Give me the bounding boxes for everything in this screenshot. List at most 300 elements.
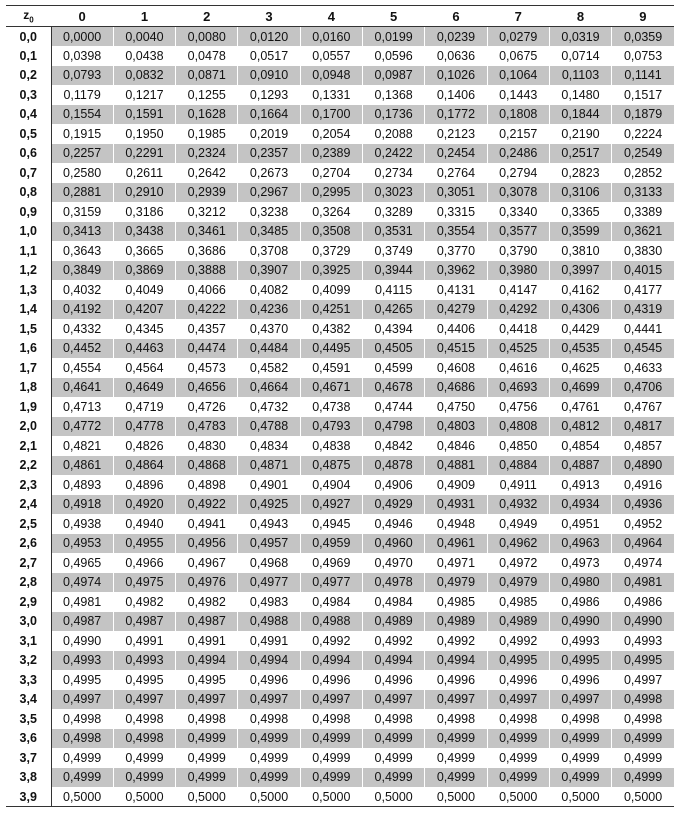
table-cell: 0,4726 bbox=[176, 397, 238, 417]
row-header: 2,2 bbox=[6, 456, 51, 476]
table-cell: 0,4916 bbox=[612, 475, 674, 495]
table-cell: 0,3944 bbox=[362, 261, 424, 281]
table-row bbox=[6, 690, 674, 710]
table-row bbox=[6, 612, 674, 632]
column-header: 8 bbox=[549, 6, 611, 27]
table-cell: 0,4382 bbox=[300, 319, 362, 339]
table-cell: 0,4821 bbox=[51, 436, 113, 456]
table-cell: 0,4994 bbox=[238, 651, 300, 671]
table-cell: 0,1879 bbox=[612, 105, 674, 125]
table-cell: 0,4988 bbox=[238, 612, 300, 632]
table-row bbox=[6, 436, 674, 456]
table-cell: 0,4997 bbox=[51, 690, 113, 710]
table-row bbox=[6, 475, 674, 495]
table-cell: 0,4987 bbox=[176, 612, 238, 632]
table-cell: 0,4966 bbox=[113, 553, 175, 573]
table-cell: 0,4817 bbox=[612, 417, 674, 437]
table-cell: 0,4994 bbox=[362, 651, 424, 671]
table-row bbox=[6, 105, 674, 125]
table-body bbox=[6, 27, 674, 807]
table-cell: 0,1985 bbox=[176, 124, 238, 144]
table-cell: 0,4192 bbox=[51, 300, 113, 320]
table-cell: 0,0517 bbox=[238, 46, 300, 66]
table-cell: 0,2088 bbox=[362, 124, 424, 144]
table-cell: 0,4985 bbox=[487, 592, 549, 612]
table-cell: 0,0871 bbox=[176, 66, 238, 86]
column-header: 1 bbox=[113, 6, 175, 27]
table-cell: 0,4803 bbox=[425, 417, 487, 437]
table-cell: 0,4418 bbox=[487, 319, 549, 339]
table-cell: 0,3264 bbox=[300, 202, 362, 222]
table-cell: 0,4982 bbox=[176, 592, 238, 612]
table-cell: 0,4999 bbox=[487, 748, 549, 768]
table-cell: 0,4986 bbox=[549, 592, 611, 612]
table-cell: 0,4854 bbox=[549, 436, 611, 456]
table-cell: 0,0080 bbox=[176, 27, 238, 47]
row-header: 0,7 bbox=[6, 163, 51, 183]
table-cell: 0,4671 bbox=[300, 378, 362, 398]
table-cell: 0,4884 bbox=[487, 456, 549, 476]
table-cell: 0,2611 bbox=[113, 163, 175, 183]
table-cell: 0,3830 bbox=[612, 241, 674, 261]
table-cell: 0,4996 bbox=[362, 670, 424, 690]
table-cell: 0,4641 bbox=[51, 378, 113, 398]
table-cell: 0,4998 bbox=[113, 709, 175, 729]
table-row bbox=[6, 748, 674, 768]
table-cell: 0,4995 bbox=[51, 670, 113, 690]
table-cell: 0,4932 bbox=[487, 495, 549, 515]
row-header: 0,4 bbox=[6, 105, 51, 125]
table-cell: 0,4429 bbox=[549, 319, 611, 339]
table-cell: 0,1628 bbox=[176, 105, 238, 125]
table-cell: 0,4999 bbox=[113, 768, 175, 788]
table-cell: 0,4265 bbox=[362, 300, 424, 320]
table-cell: 0,4969 bbox=[300, 553, 362, 573]
table-cell: 0,4992 bbox=[362, 631, 424, 651]
table-cell: 0,0675 bbox=[487, 46, 549, 66]
table-cell: 0,4953 bbox=[51, 534, 113, 554]
table-cell: 0,4713 bbox=[51, 397, 113, 417]
table-cell: 0,4049 bbox=[113, 280, 175, 300]
corner-base: z bbox=[23, 7, 30, 22]
table-cell: 0,2324 bbox=[176, 144, 238, 164]
table-cell: 0,4999 bbox=[549, 729, 611, 749]
table-cell: 0,4994 bbox=[300, 651, 362, 671]
table-cell: 0,2995 bbox=[300, 183, 362, 203]
table-row bbox=[6, 27, 674, 47]
table-cell: 0,2486 bbox=[487, 144, 549, 164]
table-cell: 0,4925 bbox=[238, 495, 300, 515]
table-row bbox=[6, 183, 674, 203]
table-cell: 0,4991 bbox=[176, 631, 238, 651]
table-cell: 0,4989 bbox=[487, 612, 549, 632]
table-cell: 0,4981 bbox=[51, 592, 113, 612]
table-cell: 0,2910 bbox=[113, 183, 175, 203]
table-cell: 0,4996 bbox=[300, 670, 362, 690]
table-cell: 0,3810 bbox=[549, 241, 611, 261]
table-cell: 0,4554 bbox=[51, 358, 113, 378]
table-cell: 0,4986 bbox=[612, 592, 674, 612]
table-cell: 0,4989 bbox=[362, 612, 424, 632]
table-row bbox=[6, 378, 674, 398]
table-cell: 0,4783 bbox=[176, 417, 238, 437]
row-header: 1,0 bbox=[6, 222, 51, 242]
table-cell: 0,4974 bbox=[51, 573, 113, 593]
table-cell: 0,4082 bbox=[238, 280, 300, 300]
row-header: 3,9 bbox=[6, 787, 51, 807]
table-cell: 0,1179 bbox=[51, 85, 113, 105]
table-row bbox=[6, 85, 674, 105]
row-header: 3,1 bbox=[6, 631, 51, 651]
table-row bbox=[6, 358, 674, 378]
table-cell: 0,3577 bbox=[487, 222, 549, 242]
table-cell: 0,4573 bbox=[176, 358, 238, 378]
table-cell: 0,3665 bbox=[113, 241, 175, 261]
table-cell: 0,4936 bbox=[612, 495, 674, 515]
row-header: 3,7 bbox=[6, 748, 51, 768]
table-cell: 0,4970 bbox=[362, 553, 424, 573]
table-cell: 0,4599 bbox=[362, 358, 424, 378]
table-cell: 0,0987 bbox=[362, 66, 424, 86]
table-cell: 0,4778 bbox=[113, 417, 175, 437]
table-cell: 0,4857 bbox=[612, 436, 674, 456]
table-cell: 0,3643 bbox=[51, 241, 113, 261]
table-cell: 0,5000 bbox=[487, 787, 549, 807]
table-cell: 0,3078 bbox=[487, 183, 549, 203]
column-header: 6 bbox=[425, 6, 487, 27]
table-cell: 0,4767 bbox=[612, 397, 674, 417]
table-cell: 0,4997 bbox=[362, 690, 424, 710]
table-row bbox=[6, 729, 674, 749]
table-cell: 0,4678 bbox=[362, 378, 424, 398]
table-row bbox=[6, 573, 674, 593]
table-cell: 0,1517 bbox=[612, 85, 674, 105]
table-cell: 0,3790 bbox=[487, 241, 549, 261]
table-cell: 0,3599 bbox=[549, 222, 611, 242]
table-cell: 0,3461 bbox=[176, 222, 238, 242]
table-cell: 0,4999 bbox=[487, 768, 549, 788]
table-cell: 0,0279 bbox=[487, 27, 549, 47]
table-cell: 0,4732 bbox=[238, 397, 300, 417]
table-cell: 0,4878 bbox=[362, 456, 424, 476]
table-cell: 0,4834 bbox=[238, 436, 300, 456]
table-cell: 0,4999 bbox=[238, 748, 300, 768]
table-cell: 0,4979 bbox=[425, 573, 487, 593]
table-cell: 0,4909 bbox=[425, 475, 487, 495]
table-cell: 0,3159 bbox=[51, 202, 113, 222]
table-cell: 0,4357 bbox=[176, 319, 238, 339]
table-cell: 0,4591 bbox=[300, 358, 362, 378]
table-cell: 0,4998 bbox=[425, 709, 487, 729]
row-header: 2,1 bbox=[6, 436, 51, 456]
table-cell: 0,4999 bbox=[549, 768, 611, 788]
row-header: 0,2 bbox=[6, 66, 51, 86]
table-cell: 0,3907 bbox=[238, 261, 300, 281]
table-row bbox=[6, 787, 674, 807]
table-cell: 0,4861 bbox=[51, 456, 113, 476]
table-cell: 0,2054 bbox=[300, 124, 362, 144]
table-cell: 0,1293 bbox=[238, 85, 300, 105]
table-row bbox=[6, 46, 674, 66]
table-cell: 0,4474 bbox=[176, 339, 238, 359]
table-cell: 0,3438 bbox=[113, 222, 175, 242]
table-cell: 0,2019 bbox=[238, 124, 300, 144]
row-header: 2,6 bbox=[6, 534, 51, 554]
table-cell: 0,0319 bbox=[549, 27, 611, 47]
table-cell: 0,5000 bbox=[300, 787, 362, 807]
table-cell: 0,3413 bbox=[51, 222, 113, 242]
row-header: 1,5 bbox=[6, 319, 51, 339]
table-cell: 0,0832 bbox=[113, 66, 175, 86]
table-cell: 0,4505 bbox=[362, 339, 424, 359]
table-cell: 0,4993 bbox=[51, 651, 113, 671]
table-cell: 0,3997 bbox=[549, 261, 611, 281]
table-cell: 0,2852 bbox=[612, 163, 674, 183]
table-cell: 0,4999 bbox=[425, 768, 487, 788]
table-cell: 0,4943 bbox=[238, 514, 300, 534]
row-header: 2,0 bbox=[6, 417, 51, 437]
column-header: 3 bbox=[238, 6, 300, 27]
table-cell: 0,4995 bbox=[176, 670, 238, 690]
table-cell: 0,4984 bbox=[362, 592, 424, 612]
table-cell: 0,4918 bbox=[51, 495, 113, 515]
table-cell: 0,4997 bbox=[487, 690, 549, 710]
table-cell: 0,3051 bbox=[425, 183, 487, 203]
table-cell: 0,1950 bbox=[113, 124, 175, 144]
table-cell: 0,4999 bbox=[549, 748, 611, 768]
table-row bbox=[6, 261, 674, 281]
table-cell: 0,4960 bbox=[362, 534, 424, 554]
table-cell: 0,4871 bbox=[238, 456, 300, 476]
table-cell: 0,1255 bbox=[176, 85, 238, 105]
table-cell: 0,2157 bbox=[487, 124, 549, 144]
table-cell: 0,4913 bbox=[549, 475, 611, 495]
table-cell: 0,4994 bbox=[176, 651, 238, 671]
table-cell: 0,4463 bbox=[113, 339, 175, 359]
table-cell: 0,4992 bbox=[300, 631, 362, 651]
row-header: 3,4 bbox=[6, 690, 51, 710]
table-cell: 0,0160 bbox=[300, 27, 362, 47]
table-cell: 0,2389 bbox=[300, 144, 362, 164]
table-cell: 0,3133 bbox=[612, 183, 674, 203]
table-cell: 0,4999 bbox=[425, 748, 487, 768]
table-cell: 0,4997 bbox=[425, 690, 487, 710]
table-cell: 0,4961 bbox=[425, 534, 487, 554]
table-cell: 0,3340 bbox=[487, 202, 549, 222]
table-cell: 0,2967 bbox=[238, 183, 300, 203]
table-cell: 0,1664 bbox=[238, 105, 300, 125]
table-cell: 0,4992 bbox=[425, 631, 487, 651]
table-cell: 0,0120 bbox=[238, 27, 300, 47]
row-header: 1,3 bbox=[6, 280, 51, 300]
table-cell: 0,4842 bbox=[362, 436, 424, 456]
table-cell: 0,4131 bbox=[425, 280, 487, 300]
table-cell: 0,3531 bbox=[362, 222, 424, 242]
table-cell: 0,0040 bbox=[113, 27, 175, 47]
row-header: 0,6 bbox=[6, 144, 51, 164]
table-cell: 0,3106 bbox=[549, 183, 611, 203]
table-cell: 0,0438 bbox=[113, 46, 175, 66]
table-cell: 0,4999 bbox=[176, 729, 238, 749]
table-row bbox=[6, 417, 674, 437]
column-header: 5 bbox=[362, 6, 424, 27]
row-header: 2,4 bbox=[6, 495, 51, 515]
table-cell: 0,4649 bbox=[113, 378, 175, 398]
table-cell: 0,0000 bbox=[51, 27, 113, 47]
table-cell: 0,1368 bbox=[362, 85, 424, 105]
table-cell: 0,4015 bbox=[612, 261, 674, 281]
table-cell: 0,4616 bbox=[487, 358, 549, 378]
table-cell: 0,4495 bbox=[300, 339, 362, 359]
column-header: 0 bbox=[51, 6, 113, 27]
table-cell: 0,4976 bbox=[176, 573, 238, 593]
table-cell: 0,4756 bbox=[487, 397, 549, 417]
row-header: 3,8 bbox=[6, 768, 51, 788]
table-cell: 0,3729 bbox=[300, 241, 362, 261]
table-cell: 0,4881 bbox=[425, 456, 487, 476]
table-cell: 0,3365 bbox=[549, 202, 611, 222]
table-cell: 0,3186 bbox=[113, 202, 175, 222]
row-header: 2,7 bbox=[6, 553, 51, 573]
table-cell: 0,4993 bbox=[113, 651, 175, 671]
table-cell: 0,4788 bbox=[238, 417, 300, 437]
row-header: 1,7 bbox=[6, 358, 51, 378]
row-header: 0,1 bbox=[6, 46, 51, 66]
table-cell: 0,4981 bbox=[612, 573, 674, 593]
table-row bbox=[6, 495, 674, 515]
table-cell: 0,4998 bbox=[612, 709, 674, 729]
table-cell: 0,4515 bbox=[425, 339, 487, 359]
table-cell: 0,4207 bbox=[113, 300, 175, 320]
column-header: 2 bbox=[176, 6, 238, 27]
table-cell: 0,4292 bbox=[487, 300, 549, 320]
table-cell: 0,4948 bbox=[425, 514, 487, 534]
table-cell: 0,4406 bbox=[425, 319, 487, 339]
table-cell: 0,4998 bbox=[362, 709, 424, 729]
table-cell: 0,4956 bbox=[176, 534, 238, 554]
table-cell: 0,4998 bbox=[612, 690, 674, 710]
table-cell: 0,4997 bbox=[176, 690, 238, 710]
table-cell: 0,4920 bbox=[113, 495, 175, 515]
table-cell: 0,4441 bbox=[612, 319, 674, 339]
row-header: 1,8 bbox=[6, 378, 51, 398]
table-cell: 0,4999 bbox=[612, 768, 674, 788]
table-cell: 0,1443 bbox=[487, 85, 549, 105]
table-cell: 0,2673 bbox=[238, 163, 300, 183]
table-row bbox=[6, 709, 674, 729]
table-cell: 0,3554 bbox=[425, 222, 487, 242]
table-cell: 0,4938 bbox=[51, 514, 113, 534]
table-cell: 0,4962 bbox=[487, 534, 549, 554]
table-cell: 0,0793 bbox=[51, 66, 113, 86]
table-cell: 0,4999 bbox=[612, 748, 674, 768]
table-cell: 0,4761 bbox=[549, 397, 611, 417]
table-cell: 0,1591 bbox=[113, 105, 175, 125]
table-cell: 0,4988 bbox=[300, 612, 362, 632]
table-cell: 0,5000 bbox=[113, 787, 175, 807]
table-cell: 0,2881 bbox=[51, 183, 113, 203]
table-cell: 0,5000 bbox=[238, 787, 300, 807]
table-cell: 0,4452 bbox=[51, 339, 113, 359]
table-cell: 0,3686 bbox=[176, 241, 238, 261]
table-row bbox=[6, 534, 674, 554]
row-header: 2,8 bbox=[6, 573, 51, 593]
table-cell: 0,4972 bbox=[487, 553, 549, 573]
table-cell: 0,0948 bbox=[300, 66, 362, 86]
table-cell: 0,4998 bbox=[487, 709, 549, 729]
table-row bbox=[6, 631, 674, 651]
table-cell: 0,0910 bbox=[238, 66, 300, 86]
table-cell: 0,4999 bbox=[51, 768, 113, 788]
row-header: 2,9 bbox=[6, 592, 51, 612]
table-row bbox=[6, 651, 674, 671]
table-cell: 0,4901 bbox=[238, 475, 300, 495]
table-cell: 0,2422 bbox=[362, 144, 424, 164]
table-cell: 0,4887 bbox=[549, 456, 611, 476]
table-cell: 0,4772 bbox=[51, 417, 113, 437]
table-cell: 0,4306 bbox=[549, 300, 611, 320]
row-header: 0,0 bbox=[6, 27, 51, 47]
table-cell: 0,4998 bbox=[176, 709, 238, 729]
table-row bbox=[6, 553, 674, 573]
table-cell: 0,4998 bbox=[238, 709, 300, 729]
table-cell: 0,3315 bbox=[425, 202, 487, 222]
table-cell: 0,3962 bbox=[425, 261, 487, 281]
table-cell: 0,4345 bbox=[113, 319, 175, 339]
table-cell: 0,2123 bbox=[425, 124, 487, 144]
table-cell: 0,5000 bbox=[176, 787, 238, 807]
table-cell: 0,2357 bbox=[238, 144, 300, 164]
table-cell: 0,4846 bbox=[425, 436, 487, 456]
table-cell: 0,4940 bbox=[113, 514, 175, 534]
table-cell: 0,4798 bbox=[362, 417, 424, 437]
table-cell: 0,0557 bbox=[300, 46, 362, 66]
table-cell: 0,3389 bbox=[612, 202, 674, 222]
table-cell: 0,4929 bbox=[362, 495, 424, 515]
table-cell: 0,5000 bbox=[362, 787, 424, 807]
table-cell: 0,1700 bbox=[300, 105, 362, 125]
table-cell: 0,4985 bbox=[425, 592, 487, 612]
table-cell: 0,3869 bbox=[113, 261, 175, 281]
table-cell: 0,4995 bbox=[113, 670, 175, 690]
table-cell: 0,3289 bbox=[362, 202, 424, 222]
table-cell: 0,4525 bbox=[487, 339, 549, 359]
table-cell: 0,4686 bbox=[425, 378, 487, 398]
table-cell: 0,4993 bbox=[612, 631, 674, 651]
table-cell: 0,4994 bbox=[425, 651, 487, 671]
table-cell: 0,3925 bbox=[300, 261, 362, 281]
z-table bbox=[6, 5, 674, 807]
table-cell: 0,4896 bbox=[113, 475, 175, 495]
row-header: 1,6 bbox=[6, 339, 51, 359]
table-cell: 0,2224 bbox=[612, 124, 674, 144]
table-row bbox=[6, 202, 674, 222]
table-cell: 0,2939 bbox=[176, 183, 238, 203]
table-cell: 0,4719 bbox=[113, 397, 175, 417]
table-cell: 0,4656 bbox=[176, 378, 238, 398]
table-cell: 0,3238 bbox=[238, 202, 300, 222]
table-cell: 0,2764 bbox=[425, 163, 487, 183]
table-cell: 0,4963 bbox=[549, 534, 611, 554]
table-cell: 0,1844 bbox=[549, 105, 611, 125]
table-cell: 0,4977 bbox=[238, 573, 300, 593]
table-cell: 0,4319 bbox=[612, 300, 674, 320]
table-cell: 0,4997 bbox=[238, 690, 300, 710]
table-row bbox=[6, 514, 674, 534]
table-cell: 0,1915 bbox=[51, 124, 113, 144]
row-header: 1,4 bbox=[6, 300, 51, 320]
table-cell: 0,4997 bbox=[300, 690, 362, 710]
